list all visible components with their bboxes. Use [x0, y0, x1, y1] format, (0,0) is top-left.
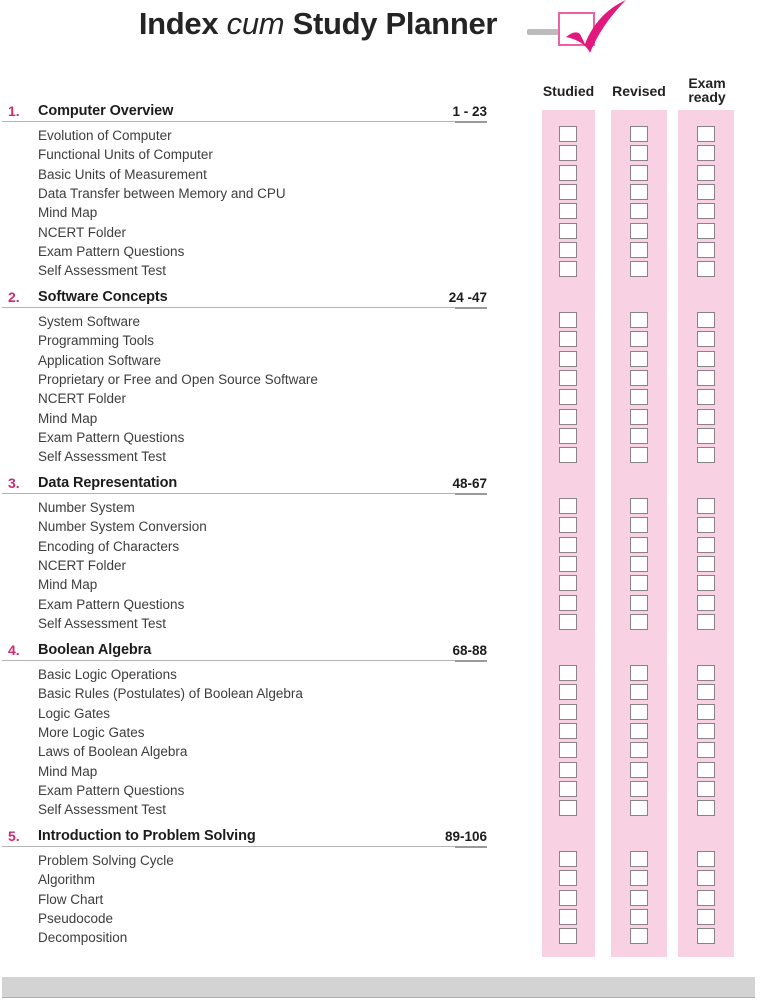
- exam-ready-checkbox-column: [678, 110, 734, 957]
- checkbox-exam-ready-ch4-row7[interactable]: [697, 781, 715, 797]
- checkbox-exam-ready-ch5-row4[interactable]: [697, 909, 715, 925]
- topic-item: Functional Units of Computer: [38, 147, 213, 163]
- checkbox-studied-ch1-row3[interactable]: [559, 165, 577, 181]
- checkbox-revised-ch4-row6[interactable]: [630, 762, 648, 778]
- chapter-page-range: 1 - 23: [452, 104, 487, 119]
- topic-item: Self Assessment Test: [38, 802, 167, 818]
- checkbox-exam-ready-ch4-row5[interactable]: [697, 742, 715, 758]
- checkmark-icon: [552, 0, 642, 56]
- checkbox-exam-ready-ch2-row3[interactable]: [697, 351, 715, 367]
- checkbox-studied-ch2-row2[interactable]: [559, 331, 577, 347]
- chapter-number: 3.: [8, 475, 20, 491]
- chapter-title: Computer Overview: [38, 103, 174, 119]
- checkbox-revised-ch2-row7[interactable]: [630, 428, 648, 444]
- topic-item: Laws of Boolean Algebra: [38, 744, 188, 760]
- checkbox-revised-ch4-row5[interactable]: [630, 742, 648, 758]
- chapter-page-range: 89-106: [444, 829, 487, 844]
- checkbox-studied-ch2-row6[interactable]: [559, 409, 577, 425]
- checkbox-revised-ch1-row4[interactable]: [630, 184, 648, 200]
- topic-item: Number System Conversion: [38, 519, 207, 535]
- checkbox-studied-ch3-row4[interactable]: [559, 556, 577, 572]
- checkbox-revised-ch3-row1[interactable]: [630, 498, 648, 514]
- checkbox-studied-ch4-row4[interactable]: [559, 723, 577, 739]
- checkbox-studied-ch3-row3[interactable]: [559, 537, 577, 553]
- checkbox-revised-ch2-row1[interactable]: [630, 312, 648, 328]
- checkbox-studied-ch1-row2[interactable]: [559, 145, 577, 161]
- topic-item: Basic Logic Operations: [38, 667, 177, 682]
- checkbox-exam-ready-ch1-row4[interactable]: [697, 184, 715, 200]
- topic-item: Flow Chart: [38, 891, 104, 907]
- checkbox-studied-ch4-row6[interactable]: [559, 762, 577, 778]
- checkbox-exam-ready-ch2-row4[interactable]: [697, 370, 715, 386]
- checkbox-studied-ch4-row7[interactable]: [559, 781, 577, 797]
- checkbox-studied-ch1-row4[interactable]: [559, 184, 577, 200]
- topic-item: NCERT Folder: [38, 557, 127, 573]
- column-header-exam-ready: Exam ready: [688, 75, 726, 105]
- checkbox-revised-ch4-row4[interactable]: [630, 723, 648, 739]
- checkbox-exam-ready-ch5-row2[interactable]: [697, 870, 715, 886]
- checkbox-revised-ch5-row4[interactable]: [630, 909, 648, 925]
- revised-checkbox-column: [611, 110, 667, 957]
- checkbox-studied-ch4-row1[interactable]: [559, 665, 577, 681]
- checkbox-studied-ch1-row6[interactable]: [559, 223, 577, 239]
- checkbox-studied-ch3-row7[interactable]: [559, 614, 577, 630]
- checkbox-exam-ready-ch1-row1[interactable]: [697, 126, 715, 142]
- chapter-number: 1.: [8, 103, 20, 119]
- bottom-bar: [2, 977, 755, 998]
- topic-item: Mind Map: [38, 763, 98, 779]
- topic-item: Mind Map: [38, 205, 98, 221]
- chapter-rule: [2, 121, 487, 122]
- checkbox-revised-ch2-row2[interactable]: [630, 331, 648, 347]
- checkbox-revised-ch5-row5[interactable]: [630, 928, 648, 944]
- chapter-page-range: 24 -47: [448, 290, 487, 305]
- checkbox-exam-ready-ch2-row8[interactable]: [697, 447, 715, 463]
- checkbox-exam-ready-ch5-row1[interactable]: [697, 851, 715, 867]
- chapter-title: Boolean Algebra: [38, 642, 152, 658]
- checkbox-revised-ch5-row2[interactable]: [630, 870, 648, 886]
- checkbox-studied-ch3-row2[interactable]: [559, 517, 577, 533]
- checkbox-exam-ready-ch1-row3[interactable]: [697, 165, 715, 181]
- topic-item: Algorithm: [38, 872, 96, 888]
- checkbox-studied-ch5-row1[interactable]: [559, 851, 577, 867]
- checkbox-studied-ch4-row3[interactable]: [559, 704, 577, 720]
- checkbox-exam-ready-ch4-row3[interactable]: [697, 704, 715, 720]
- checkbox-studied-ch4-row2[interactable]: [559, 684, 577, 700]
- checkbox-exam-ready-ch5-row5[interactable]: [697, 928, 715, 944]
- checkbox-revised-ch1-row1[interactable]: [630, 126, 648, 142]
- checkbox-studied-ch2-row3[interactable]: [559, 351, 577, 367]
- checkbox-revised-ch2-row8[interactable]: [630, 447, 648, 463]
- chapter-number: 2.: [8, 289, 20, 305]
- checkbox-exam-ready-ch3-row1[interactable]: [697, 498, 715, 514]
- checkbox-studied-ch2-row5[interactable]: [559, 389, 577, 405]
- checkbox-exam-ready-ch2-row6[interactable]: [697, 409, 715, 425]
- page-title: [112, 6, 524, 42]
- checkbox-revised-ch1-row8[interactable]: [630, 261, 648, 277]
- checkbox-exam-ready-ch3-row6[interactable]: [697, 595, 715, 611]
- topic-item: System Software: [38, 314, 141, 329]
- topic-item: Exam Pattern Questions: [38, 243, 185, 259]
- checkbox-exam-ready-ch3-row7[interactable]: [697, 614, 715, 630]
- checkbox-studied-ch5-row3[interactable]: [559, 890, 577, 906]
- checkbox-revised-ch3-row4[interactable]: [630, 556, 648, 572]
- checkbox-exam-ready-ch1-row6[interactable]: [697, 223, 715, 239]
- checkbox-studied-ch5-row4[interactable]: [559, 909, 577, 925]
- checkbox-studied-ch1-row7[interactable]: [559, 242, 577, 258]
- checkbox-exam-ready-ch4-row4[interactable]: [697, 723, 715, 739]
- checkbox-revised-ch4-row7[interactable]: [630, 781, 648, 797]
- chapter-number: 4.: [8, 642, 20, 658]
- checkbox-revised-ch3-row7[interactable]: [630, 614, 648, 630]
- checkbox-studied-ch2-row4[interactable]: [559, 370, 577, 386]
- checkbox-exam-ready-ch1-row5[interactable]: [697, 203, 715, 219]
- chapter-rule: [2, 493, 487, 494]
- topic-item: Self Assessment Test: [38, 449, 167, 465]
- checkbox-studied-ch4-row5[interactable]: [559, 742, 577, 758]
- title-part-cum: cum: [226, 6, 285, 41]
- chapter-rule: [2, 846, 487, 847]
- studied-checkbox-column: [542, 110, 595, 957]
- topic-item: Data Transfer between Memory and CPU: [38, 185, 286, 201]
- chapter-rule: [2, 307, 487, 308]
- checkbox-revised-ch2-row5[interactable]: [630, 389, 648, 405]
- checkbox-exam-ready-ch4-row2[interactable]: [697, 684, 715, 700]
- topic-item: Self Assessment Test: [38, 263, 167, 279]
- topic-item: Self Assessment Test: [38, 615, 167, 631]
- checkbox-exam-ready-ch1-row2[interactable]: [697, 145, 715, 161]
- checkbox-exam-ready-ch3-row4[interactable]: [697, 556, 715, 572]
- checkbox-revised-ch1-row7[interactable]: [630, 242, 648, 258]
- checkbox-revised-ch2-row6[interactable]: [630, 409, 648, 425]
- topic-item: NCERT Folder: [38, 391, 127, 407]
- checkbox-revised-ch2-row4[interactable]: [630, 370, 648, 386]
- checkbox-studied-ch1-row8[interactable]: [559, 261, 577, 277]
- checkbox-revised-ch1-row6[interactable]: [630, 223, 648, 239]
- checkbox-exam-ready-ch5-row3[interactable]: [697, 890, 715, 906]
- chapter-title: Introduction to Problem Solving: [38, 828, 256, 844]
- topic-item: Basic Units of Measurement: [38, 166, 207, 182]
- topic-item: Exam Pattern Questions: [38, 429, 185, 445]
- topic-item: Application Software: [38, 352, 162, 368]
- topic-item: More Logic Gates: [38, 724, 145, 740]
- topic-item: Proprietary or Free and Open Source Software: [38, 371, 318, 387]
- chapter-title: Software Concepts: [38, 289, 168, 305]
- topic-item: Basic Rules (Postulates) of Boolean Algebra: [38, 686, 303, 702]
- checkbox-studied-ch3-row6[interactable]: [559, 595, 577, 611]
- checkbox-studied-ch4-row8[interactable]: [559, 800, 577, 816]
- checkbox-exam-ready-ch3-row3[interactable]: [697, 537, 715, 553]
- checkbox-studied-ch5-row5[interactable]: [559, 928, 577, 944]
- checkbox-studied-ch1-row1[interactable]: [559, 126, 577, 142]
- topic-item: Problem Solving Cycle: [38, 853, 174, 868]
- topic-item: Mind Map: [38, 410, 98, 426]
- checkbox-studied-ch3-row1[interactable]: [559, 498, 577, 514]
- topic-item: Programming Tools: [38, 333, 155, 349]
- checkbox-exam-ready-ch2-row1[interactable]: [697, 312, 715, 328]
- topic-item: Evolution of Computer: [38, 128, 172, 143]
- column-header-studied: Studied: [542, 83, 595, 99]
- checkbox-revised-ch4-row1[interactable]: [630, 665, 648, 681]
- column-header-revised: Revised: [612, 83, 666, 99]
- checkbox-revised-ch4-row2[interactable]: [630, 684, 648, 700]
- topic-item: Mind Map: [38, 577, 98, 593]
- checkbox-studied-ch2-row8[interactable]: [559, 447, 577, 463]
- checkbox-revised-ch3-row5[interactable]: [630, 575, 648, 591]
- checkbox-exam-ready-ch2-row7[interactable]: [697, 428, 715, 444]
- checkbox-revised-ch1-row5[interactable]: [630, 203, 648, 219]
- title-part-study-planner: Study Planner: [292, 6, 498, 41]
- checkbox-revised-ch5-row3[interactable]: [630, 890, 648, 906]
- chapter-page-range: 68-88: [452, 643, 487, 658]
- topic-item: Number System: [38, 500, 135, 515]
- chapter-page-range: 48-67: [452, 476, 487, 491]
- checkbox-revised-ch4-row8[interactable]: [630, 800, 648, 816]
- checkbox-revised-ch3-row6[interactable]: [630, 595, 648, 611]
- checkbox-exam-ready-ch4-row8[interactable]: [697, 800, 715, 816]
- checkbox-exam-ready-ch1-row7[interactable]: [697, 242, 715, 258]
- checkbox-exam-ready-ch3-row5[interactable]: [697, 575, 715, 591]
- chapter-number: 5.: [8, 828, 20, 844]
- chapter-rule: [2, 660, 487, 661]
- checkbox-studied-ch2-row7[interactable]: [559, 428, 577, 444]
- checkbox-exam-ready-ch3-row2[interactable]: [697, 517, 715, 533]
- checkbox-studied-ch5-row2[interactable]: [559, 870, 577, 886]
- title-part-index: Index: [138, 6, 219, 41]
- topic-item: Encoding of Characters: [38, 538, 180, 554]
- chapter-title: Data Representation: [38, 475, 178, 491]
- checkbox-revised-ch2-row3[interactable]: [630, 351, 648, 367]
- checkbox-exam-ready-ch1-row8[interactable]: [697, 261, 715, 277]
- checkbox-revised-ch5-row1[interactable]: [630, 851, 648, 867]
- checkbox-revised-ch1-row3[interactable]: [630, 165, 648, 181]
- checkbox-revised-ch1-row2[interactable]: [630, 145, 648, 161]
- checkbox-studied-ch3-row5[interactable]: [559, 575, 577, 591]
- checkbox-revised-ch4-row3[interactable]: [630, 704, 648, 720]
- checkbox-studied-ch2-row1[interactable]: [559, 312, 577, 328]
- checkbox-exam-ready-ch4-row6[interactable]: [697, 762, 715, 778]
- checkbox-exam-ready-ch2-row5[interactable]: [697, 389, 715, 405]
- checkbox-exam-ready-ch2-row2[interactable]: [697, 331, 715, 347]
- topic-item: Decomposition: [38, 930, 128, 946]
- checkbox-revised-ch3-row2[interactable]: [630, 517, 648, 533]
- checkbox-studied-ch1-row5[interactable]: [559, 203, 577, 219]
- topic-item: NCERT Folder: [38, 224, 127, 240]
- checkbox-revised-ch3-row3[interactable]: [630, 537, 648, 553]
- topic-item: Exam Pattern Questions: [38, 596, 185, 612]
- topic-item: Pseudocode: [38, 910, 114, 926]
- topic-item: Logic Gates: [38, 705, 111, 721]
- topic-item: Exam Pattern Questions: [38, 782, 185, 798]
- checkbox-exam-ready-ch4-row1[interactable]: [697, 665, 715, 681]
